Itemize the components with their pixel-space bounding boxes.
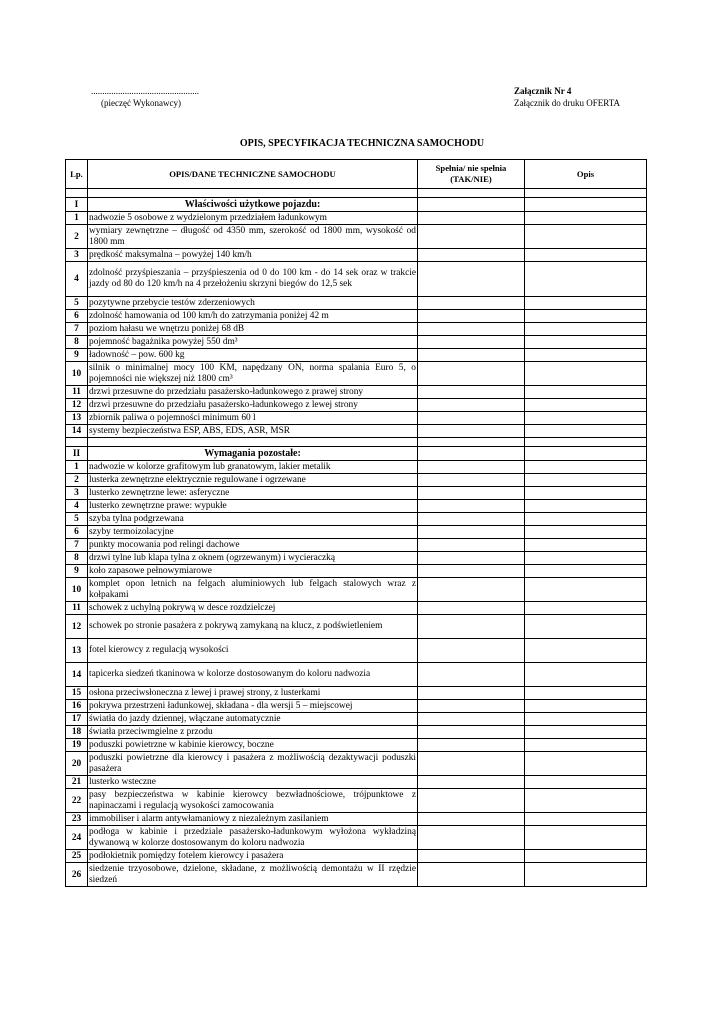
compliance-cell[interactable] [418,487,525,500]
table-body [66,189,647,887]
notes-cell[interactable] [525,539,647,552]
row-description: punkty mocowania pod relingi dachowe [88,539,418,552]
notes-cell[interactable] [525,552,647,565]
compliance-cell[interactable] [418,461,525,474]
row-number: 25 [66,850,88,863]
row-number: 16 [66,700,88,713]
compliance-cell[interactable] [418,752,525,776]
compliance-cell[interactable] [418,565,525,578]
compliance-cell[interactable] [418,615,525,639]
compliance-cell[interactable] [418,323,525,336]
table-row [66,262,647,297]
row-number: 15 [66,687,88,700]
row-description: nadwozie w kolorze grafitowym lub granatowym, lakier metalik [88,461,418,474]
notes-cell[interactable] [525,447,647,461]
compliance-cell[interactable] [418,687,525,700]
table-row [66,513,647,526]
row-description: poduszki powietrzne w kabinie kierowcy, boczne [88,739,418,752]
table-row [66,776,647,789]
row-number: 23 [66,813,88,826]
section-number: I [66,198,88,212]
row-description: schowek z uchylną pokrywą w desce rozdzielczej [88,602,418,615]
notes-cell[interactable] [525,615,647,639]
row-number: 1 [66,461,88,474]
compliance-cell[interactable] [418,447,525,461]
row-number: 9 [66,565,88,578]
compliance-cell[interactable] [418,578,525,602]
spacer-cell [525,438,647,447]
row-number: 4 [66,500,88,513]
compliance-cell[interactable] [418,310,525,323]
row-number: 22 [66,789,88,813]
notes-cell[interactable] [525,212,647,225]
notes-cell[interactable] [525,310,647,323]
row-number: 6 [66,526,88,539]
compliance-cell[interactable] [418,399,525,412]
notes-cell[interactable] [525,425,647,438]
table-row [66,310,647,323]
compliance-cell[interactable] [418,539,525,552]
section-number: II [66,447,88,461]
row-description: schowek po stronie pasażera z pokrywą zamykaną na klucz, z podświetleniem [88,615,418,639]
row-description: silnik o minimalnej mocy 100 KM, napędzany ON, norma spalania Euro 5, o pojemności nie większej niż 1800 cm³ [89,362,416,384]
table-header-row [66,160,647,189]
notes-cell[interactable] [525,262,647,297]
compliance-cell[interactable] [418,198,525,212]
table-row [66,474,647,487]
row-description: komplet opon letnich na felgach aluminiowych lub felgach stalowych wraz z kołpakami [89,578,416,600]
notes-cell[interactable] [525,297,647,310]
row-number: 9 [66,349,88,362]
row-number: 5 [66,297,88,310]
table-row [66,639,647,663]
table-row [66,578,647,602]
notes-cell[interactable] [525,399,647,412]
notes-cell[interactable] [525,752,647,776]
table-row [66,663,647,687]
notes-cell[interactable] [525,687,647,700]
notes-cell[interactable] [525,700,647,713]
notes-cell[interactable] [525,487,647,500]
table-row [66,386,647,399]
table-row [66,399,647,412]
notes-cell[interactable] [525,602,647,615]
annex-subtitle: Załącznik do druku OFERTA [514,98,620,108]
col-header-lp: Lp. [66,160,88,189]
row-description: szyby termoizolacyjne [88,526,418,539]
row-description: wymiary zewnętrzne – długość od 4350 mm, szerokość od 1800 mm, wysokość od 1800 mm [89,225,416,247]
row-description: tapicerka siedzeń tkaninowa w kolorze dostosowanym do koloru nadwozia [88,663,418,687]
annex-number: Załącznik Nr 4 [514,86,572,96]
spacer-row [66,189,647,198]
table-row [66,826,647,850]
spacer-cell [88,438,418,447]
notes-cell[interactable] [525,461,647,474]
row-description: lusterko zewnętrzne prawe: wypukłe [88,500,418,513]
spacer-cell [525,189,647,198]
compliance-cell[interactable] [418,297,525,310]
row-number: 8 [66,552,88,565]
compliance-cell[interactable] [418,552,525,565]
row-description: pojemność bagażnika powyżej 550 dm³ [88,336,418,349]
row-description: drzwi przesuwne do przedziału pasażersko-ładunkowego z prawej strony [88,386,418,399]
compliance-cell[interactable] [418,212,525,225]
compliance-cell[interactable] [418,850,525,863]
compliance-cell[interactable] [418,513,525,526]
row-number: 3 [66,487,88,500]
compliance-cell[interactable] [418,425,525,438]
notes-cell[interactable] [525,776,647,789]
row-number: 20 [66,752,88,776]
row-number: 14 [66,663,88,687]
row-description: nadwozie 5 osobowe z wydzielonym przedziałem ładunkowym [88,212,418,225]
notes-cell[interactable] [525,850,647,863]
row-number: 5 [66,513,88,526]
compliance-cell[interactable] [418,713,525,726]
spacer-row [66,438,647,447]
table-row [66,323,647,336]
compliance-cell[interactable] [418,776,525,789]
table-row [66,362,647,386]
row-description: pasy bezpieczeństwa w kabinie kierowcy bezwładnościowe, trójpunktowe z napinaczami i regulacją wysokości zamocowania [89,789,416,811]
row-description: pokrywa przestrzeni ładunkowej, składana - dla wersji 5 – miejscowej [88,700,418,713]
row-description: siedzenie trzyosobowe, dzielone, składane, z możliwością demontażu w II rzędzie siedzeń [89,863,416,885]
notes-cell[interactable] [525,349,647,362]
row-description: systemy bezpieczeństwa ESP, ABS, EDS, ASR, MSR [88,425,418,438]
row-description: światła przeciwmgielne z przodu [88,726,418,739]
row-description: podłokietnik pomiędzy fotelem kierowcy i pasażera [88,850,418,863]
notes-cell[interactable] [525,578,647,602]
compliance-cell[interactable] [418,663,525,687]
row-number: 2 [66,225,88,249]
compliance-cell[interactable] [418,336,525,349]
row-description: poduszki powietrzne dla kierowcy i pasażera z możliwością dezaktywacji poduszki pasażera [89,752,416,774]
row-number: 21 [66,776,88,789]
notes-cell[interactable] [525,863,647,887]
spacer-cell [66,438,88,447]
row-description: poziom hałasu we wnętrzu poniżej 68 dB [88,323,418,336]
table-row [66,850,647,863]
table-row [66,225,647,249]
row-description: prędkość maksymalna – powyżej 140 km/h [88,249,418,262]
notes-cell[interactable] [525,198,647,212]
table-row [66,752,647,776]
spec-table [65,159,647,887]
table-row [66,526,647,539]
row-description: zbiornik paliwa o pojemności minimum 60 l [88,412,418,425]
compliance-cell[interactable] [418,225,525,249]
table-row [66,789,647,813]
table-row [66,487,647,500]
row-number: 3 [66,249,88,262]
page-title: OPIS, SPECYFIKACJA TECHNICZNA SAMOCHODU [239,138,485,149]
row-description: podłoga w kabinie i przedziale pasażersko-ładunkowym wyłożona wykładziną dywanową w kolorze dostosowanym do koloru nadwozia [89,826,416,848]
notes-cell[interactable] [525,474,647,487]
compliance-cell[interactable] [418,386,525,399]
section-title: Wymagania pozostałe: [88,447,418,461]
compliance-cell[interactable] [418,474,525,487]
notes-cell[interactable] [525,826,647,850]
row-description: zdolność przyśpieszania – przyśpieszenia od 0 do 100 km - do 14 sek oraz w trakcie jazdy od 80 do 120 km/h na 4 przełożeniu skrzyni biegów do 12,5 sek [88,262,418,297]
row-number: 10 [66,578,88,602]
notes-cell[interactable] [525,713,647,726]
stamp-label: (pieczęć Wykonawcy) [101,98,181,108]
compliance-cell[interactable] [418,813,525,826]
spacer-cell [66,189,88,198]
row-description: światła do jazdy dziennej, włączane automatycznie [88,713,418,726]
notes-cell[interactable] [525,789,647,813]
notes-cell[interactable] [525,565,647,578]
table-row [66,500,647,513]
table-row [66,539,647,552]
notes-cell[interactable] [525,663,647,687]
notes-cell[interactable] [525,726,647,739]
row-number: 17 [66,713,88,726]
compliance-cell[interactable] [418,349,525,362]
row-number: 7 [66,323,88,336]
table-row [66,713,647,726]
row-number: 13 [66,412,88,425]
notes-cell[interactable] [525,500,647,513]
section-title: Właściwości użytkowe pojazdu: [88,198,418,212]
table-row [66,863,647,887]
row-number: 10 [66,362,88,386]
table-row [66,602,647,615]
row-description: drzwi tylne lub klapa tylna z oknem (ogrzewanym) i wycieraczką [88,552,418,565]
row-number: 2 [66,474,88,487]
notes-cell[interactable] [525,249,647,262]
row-number: 13 [66,639,88,663]
compliance-cell[interactable] [418,726,525,739]
row-number: 19 [66,739,88,752]
compliance-cell[interactable] [418,412,525,425]
col-header-notes: Opis [525,160,647,189]
row-description: immobiliser i alarm antywłamaniowy z niezależnym zasilaniem [88,813,418,826]
notes-cell[interactable] [525,323,647,336]
compliance-cell[interactable] [418,826,525,850]
row-description: lusterko zewnętrzne lewe: asferyczne [88,487,418,500]
compliance-cell[interactable] [418,700,525,713]
row-description: osłona przeciwsłoneczna z lewej i prawej strony, z lusterkami [88,687,418,700]
row-description: lusterka zewnętrzne elektrycznie regulowane i ogrzewane [88,474,418,487]
table-row [66,297,647,310]
row-number: 4 [66,262,88,297]
notes-cell[interactable] [525,639,647,663]
table-row [66,552,647,565]
row-number: 26 [66,863,88,887]
table-row [66,687,647,700]
row-number: 1 [66,212,88,225]
notes-cell[interactable] [525,739,647,752]
row-number: 11 [66,602,88,615]
notes-cell[interactable] [525,386,647,399]
section-header-row [66,198,647,212]
compliance-cell[interactable] [418,249,525,262]
spacer-cell [418,189,525,198]
notes-cell[interactable] [525,813,647,826]
row-number: 7 [66,539,88,552]
table-row [66,249,647,262]
row-number: 11 [66,386,88,399]
notes-cell[interactable] [525,362,647,386]
row-number: 12 [66,399,88,412]
row-number: 24 [66,826,88,850]
row-number: 6 [66,310,88,323]
table-row [66,739,647,752]
compliance-cell[interactable] [418,526,525,539]
compliance-cell[interactable] [418,602,525,615]
table-row [66,726,647,739]
stamp-dotted-line: ................................................ [91,86,199,96]
table-row [66,813,647,826]
row-number: 12 [66,615,88,639]
table-row [66,212,647,225]
row-number: 8 [66,336,88,349]
spacer-cell [88,189,418,198]
row-description: szyba tylna podgrzewana [88,513,418,526]
table-row [66,425,647,438]
row-description: fotel kierowcy z regulacją wysokości [88,639,418,663]
row-number: 18 [66,726,88,739]
compliance-cell[interactable] [418,789,525,813]
col-header-description: OPIS/DANE TECHNICZNE SAMOCHODU [88,160,418,189]
row-description: koło zapasowe pełnowymiarowe [88,565,418,578]
table-row [66,412,647,425]
table-row [66,700,647,713]
row-description: drzwi przesuwne do przedziału pasażersko-ładunkowego z lewej strony [88,399,418,412]
table-row [66,565,647,578]
compliance-cell[interactable] [418,362,525,386]
row-description: ładowność – pow. 600 kg [88,349,418,362]
row-description: zdolność hamowania od 100 km/h do zatrzymania poniżej 42 m [88,310,418,323]
spacer-cell [418,438,525,447]
section-header-row [66,447,647,461]
compliance-cell[interactable] [418,262,525,297]
compliance-cell[interactable] [418,739,525,752]
table-row [66,461,647,474]
notes-cell[interactable] [525,513,647,526]
table-row [66,615,647,639]
compliance-cell[interactable] [418,863,525,887]
row-number: 14 [66,425,88,438]
table-row [66,336,647,349]
notes-cell[interactable] [525,225,647,249]
compliance-cell[interactable] [418,639,525,663]
row-description: lusterko wsteczne [88,776,418,789]
notes-cell[interactable] [525,526,647,539]
notes-cell[interactable] [525,336,647,349]
table-row [66,349,647,362]
col-header-compliance: Spełnia/ nie spełnia (TAK/NIE) [418,160,525,189]
compliance-cell[interactable] [418,500,525,513]
row-description: pozytywne przebycie testów zderzeniowych [88,297,418,310]
notes-cell[interactable] [525,412,647,425]
